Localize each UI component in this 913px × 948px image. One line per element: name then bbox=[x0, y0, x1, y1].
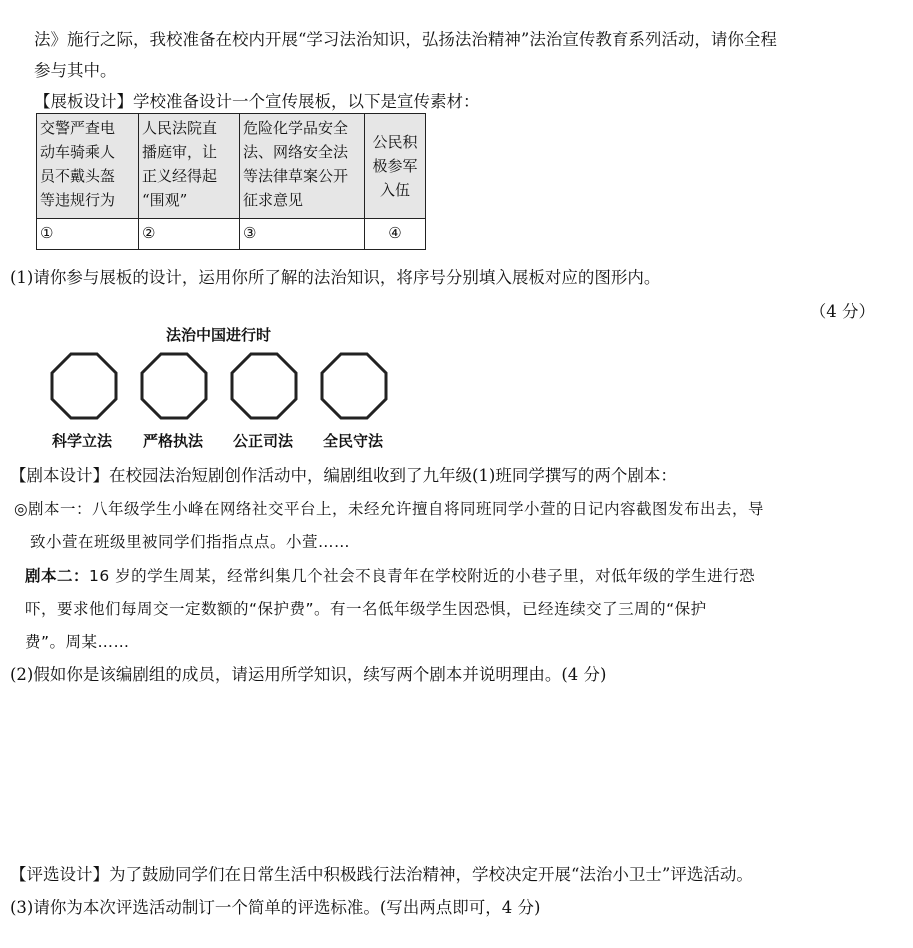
diagram-title: 法治中国进行时 bbox=[166, 326, 272, 344]
octagon-fair-justice bbox=[232, 354, 296, 418]
script-1-line-2: 致小萱在班级里被同学们指指点点。小萱…… bbox=[30, 533, 351, 551]
intro-line-2: 参与其中。 bbox=[34, 61, 117, 80]
octagon-universal-observance bbox=[322, 354, 386, 418]
material-table bbox=[36, 113, 426, 250]
diagram-label-3: 公正司法 bbox=[233, 432, 294, 450]
selection-design-heading: 【评选设计】为了鼓励同学们在日常生活中积极践行法治精神，学校决定开展“法治小卫士”评选活动。 bbox=[10, 865, 753, 884]
material-number-1: ① bbox=[37, 219, 139, 250]
material-number-3: ③ bbox=[240, 219, 365, 250]
material-4: 公民积 极参军 入伍 bbox=[365, 114, 426, 219]
material-number-4: ④ bbox=[365, 219, 426, 250]
octagon-strict-enforcement bbox=[142, 354, 206, 418]
diagram-label-4: 全民守法 bbox=[323, 432, 384, 450]
question-1: (1)请你参与展板的设计，运用你所了解的法治知识，将序号分别填入展板对应的图形内。 bbox=[10, 268, 661, 287]
diagram-label-1: 科学立法 bbox=[52, 432, 113, 450]
board-design-heading: 【展板设计】学校准备设计一个宣传展板，以下是宣传素材： bbox=[34, 92, 480, 111]
script-2-line-1: 剧本二：16 岁的学生周某，经常纠集几个社会不良青年在学校附近的小巷子里，对低年级的学生进行恐 bbox=[25, 567, 756, 585]
material-number-2: ② bbox=[139, 219, 240, 250]
intro-line-1: 法》施行之际，我校准备在校内开展“学习法治知识，弘扬法治精神”法治宣传教育系列活动，请你全程 bbox=[34, 30, 777, 49]
question-2: (2)假如你是该编剧组的成员，请运用所学知识，续写两个剧本并说明理由。(4 分) bbox=[10, 665, 607, 684]
script-2-label: 剧本二： bbox=[25, 567, 90, 585]
material-3: 危险化学品安全 法、网络安全法 等法律草案公开 征求意见 bbox=[240, 114, 365, 219]
script-2-line-2: 吓，要求他们每周交一定数额的“保护费”。有一名低年级学生因恐惧，已经连续交了三周的“保护 bbox=[25, 600, 707, 618]
octagon-science-legislation bbox=[52, 354, 116, 418]
script-design-heading: 【剧本设计】在校园法治短剧创作活动中，编剧组收到了九年级(1)班同学撰写的两个剧本： bbox=[10, 466, 677, 485]
script-1-line-1: ◎剧本一：八年级学生小峰在网络社交平台上，未经允许擅自将同班同学小萱的日记内容截图发布出去，导 bbox=[14, 500, 765, 518]
diagram-label-2: 严格执法 bbox=[143, 432, 204, 450]
script-2-line-3: 费”。周某…… bbox=[25, 633, 130, 651]
material-1: 交警严查电 动车骑乘人 员不戴头盔 等违规行为 bbox=[37, 114, 139, 219]
material-2: 人民法院直 播庭审，让 正义经得起 “围观” bbox=[139, 114, 240, 219]
octagon-diagram bbox=[44, 350, 394, 430]
question-1-score: （4 分） bbox=[809, 302, 875, 321]
question-3: (3)请你为本次评选活动制订一个简单的评选标准。(写出两点即可，4 分) bbox=[10, 898, 541, 917]
